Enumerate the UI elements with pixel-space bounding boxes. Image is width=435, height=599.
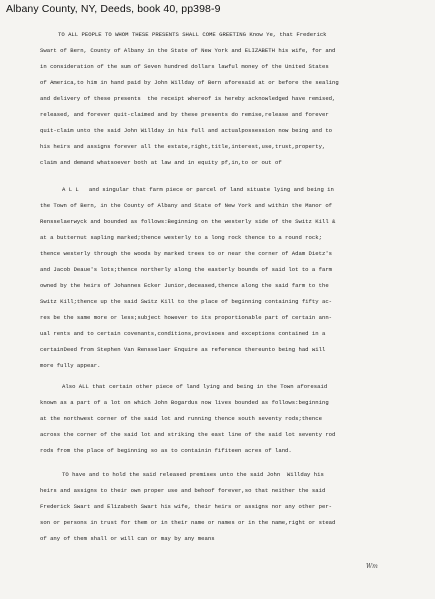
deed-line: at the northwest corner of the said lot and running thence south seventy rods;thence (40, 415, 322, 422)
deed-line: the Town of Bern, in the County of Albany and State of New York and within the Manor of (40, 202, 333, 209)
deed-line: at a butternut sapling marked;thence westerly to a long rock thence to a round rock; (40, 234, 322, 241)
document-header: Albany County, NY, Deeds, book 40, pp398-9 (6, 3, 221, 15)
handwritten-margin-note: Wm (366, 563, 378, 570)
deed-line: Also ALL that certain other piece of land lying and being in the Town aforesaid (62, 383, 328, 390)
deed-line: thence westerly through the woods by marked trees to or near the corner of Adam Dietz's (40, 250, 333, 257)
deed-line: rods from the place of beginning so as to containin fifiteen acres of land. (40, 447, 292, 454)
deed-line: owned by the heirs of Johannes Ecker Junior,deceased,thence along the said farm to the (40, 282, 329, 289)
deed-line: quit-claim unto the said John Willday in his full and actualpossession now being and to (40, 127, 333, 134)
deed-line: claim and demand whatsoever both at law and in equity pf,in,to or out of (40, 159, 282, 166)
deed-line: released, and forever quit-claimed and by these presents do remise,release and forever (40, 111, 329, 118)
deed-line: of America,to him in hand paid by John Willday of Bern aforesaid at or before the sealing (40, 79, 339, 86)
deed-line: heirs and assigns to their own proper use and behoof forever,so that neither the said (40, 487, 326, 494)
deed-line: TO have and to hold the said released premises unto the said John Willday his (62, 471, 324, 478)
deed-line: known as a part of a lot on which John Bogardus now lives bounded as follows:beginning (40, 399, 329, 406)
deed-line: his heirs and assigns forever all the estate,right,title,interest,use,trust,property, (40, 143, 326, 150)
deed-line: Swart of Bern, County of Albany in the State of New York and ELIZABETH his wife, for and (40, 47, 336, 54)
deed-line: son or persons in trust for them or in their name or names or in the name,right or stead (40, 519, 336, 526)
deed-line: A L L and singular that farm piece or parcel of land situate lying and being in (62, 186, 334, 193)
deed-line: across the corner of the said lot and striking the east line of the said lot seventy rod (40, 431, 336, 438)
deed-line: Frederick Swart and Elizabeth Swart his wife, their heirs or assigns nor any other per- (40, 503, 333, 510)
deed-line: and Jacob Deaue's lots;thence northerly along the easterly bounds of said lot to a farm (40, 266, 333, 273)
deed-line: of any of them shall or will can or may by any means (40, 535, 215, 542)
deed-line: certainDeed from Stephen Van Rensselaer Enquire as reference thereunto being had will (40, 346, 326, 353)
deed-line: more fully appear. (40, 362, 101, 369)
deed-line: Rensselaerwyck and bounded as follows:Beginning on the westerly side of the Switz Kill & (40, 218, 336, 225)
deed-line: TO ALL PEOPLE TO WHOM THESE PRESENTS SHALL COME GREETING Know Ye, that Frederick (58, 31, 327, 38)
deed-line: res be the same more or less;subject however to its proportionable part of certain ann- (40, 314, 333, 321)
deed-line: in consideration of the sum of Seven hundred dollars lawful money of the United States (40, 63, 329, 70)
deed-line: ual rents and to certain covenants,conditions,provisoes and exceptions contained in a (40, 330, 326, 337)
deed-line: and delivery of these presents the receipt whereof is hereby acknowledged have remised, (40, 95, 336, 102)
deed-line: Switz Kill;thence up the said Switz Kill to the place of beginning containing fifty ac- (40, 298, 333, 305)
